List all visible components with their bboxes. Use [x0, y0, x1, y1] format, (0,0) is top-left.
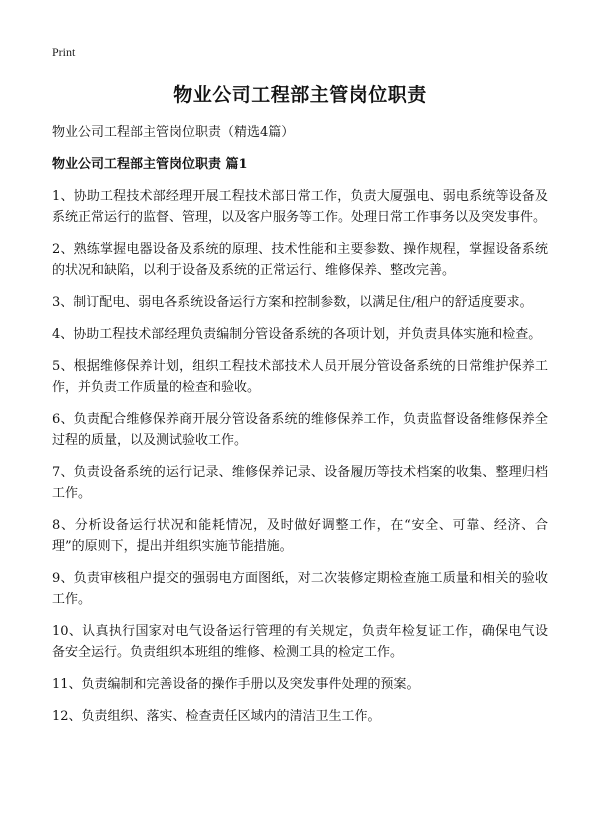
duty-item-5: 5、根据维修保养计划，组织工程技术部技术人员开展分管设备系统的日常维护保养工作，并负责工作质量的检查和验收。 — [52, 359, 548, 395]
document-subtitle: 物业公司工程部主管岗位职责（精选4篇） — [52, 125, 295, 140]
duty-item-1: 1、协助工程技术部经理开展工程技术部日常工作，负责大厦强电、弱电系统等设备及系统正常运行的监督、管理，以及客户服务等工作。处理日常工作事务以及突发事件。 — [52, 189, 548, 225]
duty-item-11: 11、负责编制和完善设备的操作手册以及突发事件处理的预案。 — [52, 677, 420, 692]
print-label[interactable]: Print — [52, 45, 76, 59]
duty-item-4: 4、协助工程技术部经理负责编制分管设备系统的各项计划，并负责具体实施和检查。 — [52, 327, 542, 342]
duty-item-6: 6、负责配合维修保养商开展分管设备系统的维修保养工作，负责监督设备维修保养全过程的质量，以及测试验收工作。 — [52, 412, 548, 448]
duty-item-12: 12、负责组织、落实、检查责任区域内的清洁卫生工作。 — [52, 709, 381, 724]
duty-item-10: 10、认真执行国家对电气设备运行管理的有关规定，负责年检复证工作，确保电气设备安全运行。负责组织本班组的维修、检测工具的检定工作。 — [52, 624, 548, 660]
duty-list — [52, 186, 548, 727]
document-title: 物业公司工程部主管岗位职责 — [173, 84, 427, 106]
section-heading: 物业公司工程部主管岗位职责 篇1 — [52, 157, 248, 172]
duty-item-7: 7、负责设备系统的运行记录、维修保养记录、设备履历等技术档案的收集、整理归档工作。 — [52, 465, 548, 501]
duty-item-9: 9、负责审核租户提交的强弱电方面图纸，对二次装修定期检查施工质量和相关的验收工作。 — [52, 571, 548, 607]
duty-item-2: 2、熟练掌握电器设备及系统的原理、技术性能和主要参数、操作规程，掌握设备系统的状况和缺陷，以利于设备及系统的正常运行、维修保养、整改完善。 — [52, 242, 548, 278]
duty-item-3: 3、制订配电、弱电各系统设备运行方案和控制参数，以满足住/租户的舒适度要求。 — [52, 295, 533, 310]
duty-item-8: 8、分析设备运行状况和能耗情况，及时做好调整工作，在“安全、可靠、经济、合理”的原则下，提出并组织实施节能措施。 — [52, 518, 548, 554]
